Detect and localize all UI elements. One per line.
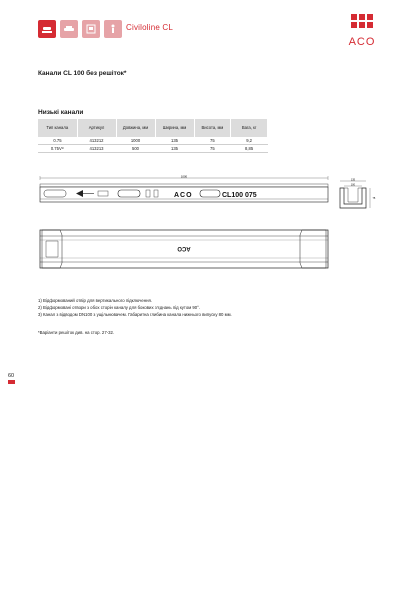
col-header: Вага, кг <box>231 119 268 137</box>
svg-text:1000: 1000 <box>180 174 188 179</box>
table-cell: 9,2 <box>231 137 268 145</box>
svg-text:135: 135 <box>350 178 356 182</box>
grates-note: *Варіанти решіток див. на стор. 27-32. <box>38 330 115 335</box>
section-title: Низькі канали <box>38 109 84 116</box>
svg-text:ACO: ACO <box>177 245 191 251</box>
table-header-row <box>38 119 268 137</box>
parking-icon <box>82 20 100 38</box>
footnote: 1) Відформований отвір для вертикального підключення. <box>38 298 153 303</box>
footnote: 2) Відформовані отвори з обох сторін каналу для бокових з'єднань під кутом 90°. <box>38 305 201 311</box>
svg-text:CL100 075: CL100 075 <box>222 192 257 199</box>
table-row <box>38 145 268 153</box>
svg-text:75: 75 <box>372 197 376 200</box>
pedestrian-icon <box>104 20 122 38</box>
col-header: Довжина, мм <box>116 119 155 137</box>
table-cell: 0.75 <box>38 137 77 145</box>
page-marker <box>8 380 15 384</box>
table-cell: 8,85 <box>231 145 268 153</box>
table-cell: 0.75V¹⁾ <box>38 145 77 153</box>
application-icons <box>38 20 122 38</box>
svg-text:ACO: ACO <box>174 192 193 199</box>
table-cell: 413213 <box>77 145 116 153</box>
table-cell: 75 <box>194 137 231 145</box>
col-header: Тип канала <box>38 119 77 137</box>
table-cell: 1000 <box>116 137 155 145</box>
channel-top-view <box>36 227 333 271</box>
footnotes <box>38 297 232 319</box>
road-icon <box>38 20 56 38</box>
table-cell: 413212 <box>77 137 116 145</box>
table-row <box>38 137 268 145</box>
channel-side-view <box>36 176 333 208</box>
channel-cross-section <box>338 178 374 212</box>
svg-text:100: 100 <box>350 183 356 187</box>
page-title: Канали CL 100 без решіток* <box>38 70 127 77</box>
aco-logo <box>342 14 382 48</box>
table-cell: 135 <box>155 137 194 145</box>
table-cell: 135 <box>155 145 194 153</box>
spec-table <box>38 119 268 153</box>
table-cell: 75 <box>194 145 231 153</box>
series-name: Civiloline CL <box>126 23 174 32</box>
car-icon <box>60 20 78 38</box>
svg-text:ACO: ACO <box>348 36 376 48</box>
page-number: 60 <box>8 373 15 379</box>
col-header: Артикул <box>77 119 116 137</box>
footnote: 3) Канал з відводом DN100 з ущільнювачем. Габаритна глибина канала нижнього випуску 80 мм. <box>38 312 232 318</box>
col-header: Висота, мм <box>194 119 231 137</box>
table-cell: 500 <box>116 145 155 153</box>
col-header: Ширина, мм <box>155 119 194 137</box>
